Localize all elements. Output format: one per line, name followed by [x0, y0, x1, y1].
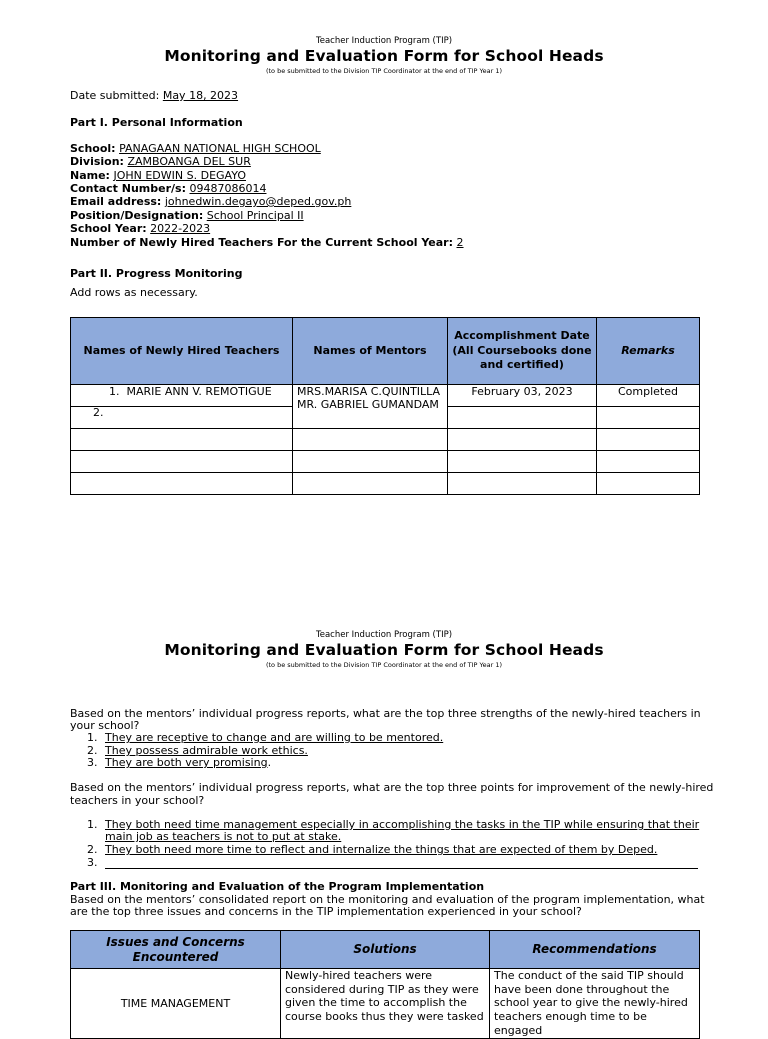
empty-cell — [293, 473, 448, 495]
recommendation-line: teachers enough time to be engaged — [494, 1010, 647, 1037]
issue-cell: TIME MANAGEMENT — [71, 969, 281, 1039]
strengths-question: Based on the mentors’ individual progress reports, what are the top three strengths of the newly-hired teachers in — [70, 707, 701, 720]
list-item — [87, 856, 105, 869]
list-item: 3. They are both very promising. — [87, 756, 272, 769]
mentor-cell — [293, 385, 448, 429]
name-label: Name: — [70, 169, 110, 182]
improvement-text: They both need more time to reflect and internalize the things that are expected of them by Deped. — [105, 843, 658, 856]
list-number: 3. — [87, 856, 98, 869]
blank-answer-line — [105, 868, 698, 869]
empty-cell — [293, 451, 448, 473]
list-item — [87, 843, 657, 856]
remarks-cell — [597, 407, 700, 429]
school-row — [70, 142, 321, 155]
division-row — [70, 155, 251, 168]
empty-cell — [71, 473, 293, 495]
solution-line: Newly-hired teachers were — [285, 969, 433, 982]
list-number: 1. — [87, 731, 98, 744]
form-title: Monitoring and Evaluation Form for School Heads — [164, 47, 604, 65]
teacher-name: MARIE ANN V. REMOTIGUE — [126, 385, 272, 398]
improvement-question-cont: teachers in your school? — [70, 794, 205, 807]
accomplishment-date-cell: February 03, 2023 — [448, 385, 597, 407]
header-issues: Issues and Concerns Encountered — [71, 931, 281, 969]
list-item — [87, 731, 443, 744]
program-name: Teacher Induction Program (TIP) — [315, 36, 453, 46]
teacher-cell — [71, 407, 293, 429]
contact-row — [70, 182, 266, 195]
form-subtitle: (to be submitted to the Division TIP Coordinator at the end of TIP Year 1) — [265, 67, 503, 75]
position-value: School Principal II — [206, 209, 304, 222]
list-number: 2. — [87, 843, 98, 856]
table-row — [71, 429, 700, 451]
issues-table-header — [71, 931, 700, 969]
issues-question: Based on the mentors’ consolidated report on the monitoring and evaluation of the program implementation, what — [70, 893, 705, 906]
header-accomplishment-date: Accomplishment Date (All Coursebooks done and certified) — [448, 318, 597, 385]
email-label: Email address: — [70, 195, 162, 208]
header-remarks: Remarks — [597, 318, 700, 385]
position-row — [70, 209, 304, 222]
strength-text: They are receptive to change and are willing to be mentored. — [105, 731, 444, 744]
solution-line: course books thus they were tasked — [285, 1010, 484, 1024]
part1-heading: Part I. Personal Information — [70, 116, 243, 129]
solution-line: given the time to accomplish the — [285, 996, 467, 1010]
accomplishment-date-cell — [448, 407, 597, 429]
empty-cell — [448, 429, 597, 451]
teacher-number: 1. — [109, 385, 120, 398]
school-year-row — [70, 222, 210, 235]
teacher-number: 2. — [93, 406, 104, 419]
recommendation-line: school year to give the newly-hired — [494, 996, 688, 1010]
improvement-text: main job as teachers is not to put at stake. — [105, 830, 342, 843]
header-recommendations: Recommendations — [490, 931, 700, 969]
part3-heading: Part III. Monitoring and Evaluation of the Program Implementation — [70, 880, 485, 893]
part2-note: Add rows as necessary. — [70, 286, 198, 299]
school-label: School: — [70, 142, 116, 155]
empty-cell — [293, 429, 448, 451]
list-item-cont — [105, 830, 341, 843]
mentor-name: MRS.MARISA C.QUINTILLA — [297, 385, 441, 398]
empty-cell — [597, 473, 700, 495]
solution-line: considered during TIP as they were — [285, 982, 479, 996]
strength-text: They are both very promising — [105, 756, 268, 769]
date-label: Date submitted: — [70, 89, 160, 102]
progress-table — [70, 317, 700, 495]
mentor-name: MR. GABRIEL GUMANDAM — [297, 398, 439, 411]
email-row — [70, 195, 351, 208]
name-row — [70, 169, 246, 182]
position-label: Position/Designation: — [70, 209, 204, 222]
division-label: Division: — [70, 155, 124, 168]
date-submitted — [70, 89, 238, 102]
recommendation-cell — [490, 969, 700, 1039]
school-year-label: School Year: — [70, 222, 147, 235]
contact-label: Contact Number/s: — [70, 182, 186, 195]
list-number: 2. — [87, 744, 98, 757]
table-row — [71, 473, 700, 495]
empty-cell — [71, 429, 293, 451]
empty-cell — [448, 473, 597, 495]
date-value: May 18, 2023 — [162, 89, 239, 102]
email-value[interactable]: johnedwin.degayo@deped.gov.ph — [164, 195, 352, 208]
form-subtitle: (to be submitted to the Division TIP Coordinator at the end of TIP Year 1) — [265, 661, 503, 669]
remarks-cell: Completed — [597, 385, 700, 407]
teacher-cell — [71, 385, 293, 407]
school-year-value: 2022-2023 — [150, 222, 211, 235]
improvement-text: They both need time management especially in accomplishing the tasks in the TIP while ensuring that their — [105, 818, 700, 831]
progress-table-header — [71, 318, 700, 385]
table-row — [71, 385, 700, 407]
list-number: 3. — [87, 756, 98, 769]
improvement-question: Based on the mentors’ individual progress reports, what are the top three points for improvement of the newly-hired — [70, 781, 714, 794]
school-value: PANAGAAN NATIONAL HIGH SCHOOL — [119, 142, 321, 155]
header-teachers: Names of Newly Hired Teachers — [71, 318, 293, 385]
header-mentors: Names of Mentors — [293, 318, 448, 385]
strength-text: They possess admirable work ethics. — [105, 744, 308, 757]
division-value: ZAMBOANGA DEL SUR — [127, 155, 251, 168]
recommendation-line: have been done throughout the — [494, 982, 670, 996]
issues-table — [70, 930, 700, 1039]
solution-cell — [281, 969, 490, 1039]
issues-question-cont: are the top three issues and concerns in the TIP implementation experienced in your school? — [70, 905, 582, 918]
table-row — [71, 451, 700, 473]
strengths-question-cont: your school? — [70, 719, 140, 732]
form-title: Monitoring and Evaluation Form for School Heads — [164, 641, 604, 659]
empty-cell — [71, 451, 293, 473]
teacher-count-row — [70, 236, 464, 249]
empty-cell — [597, 429, 700, 451]
list-number: 1. — [87, 818, 98, 831]
program-name: Teacher Induction Program (TIP) — [315, 630, 453, 640]
empty-cell — [448, 451, 597, 473]
teacher-count-label: Number of Newly Hired Teachers For the Current School Year: — [70, 236, 454, 249]
teacher-count-value: 2 — [456, 236, 464, 249]
recommendation-line: The conduct of the said TIP should — [494, 969, 684, 982]
empty-cell — [597, 451, 700, 473]
contact-value: 09487086014 — [189, 182, 267, 195]
part2-heading: Part II. Progress Monitoring — [70, 267, 243, 280]
name-value: JOHN EDWIN S. DEGAYO — [113, 169, 246, 182]
header-solutions: Solutions — [281, 931, 490, 969]
table-row — [71, 969, 700, 1039]
